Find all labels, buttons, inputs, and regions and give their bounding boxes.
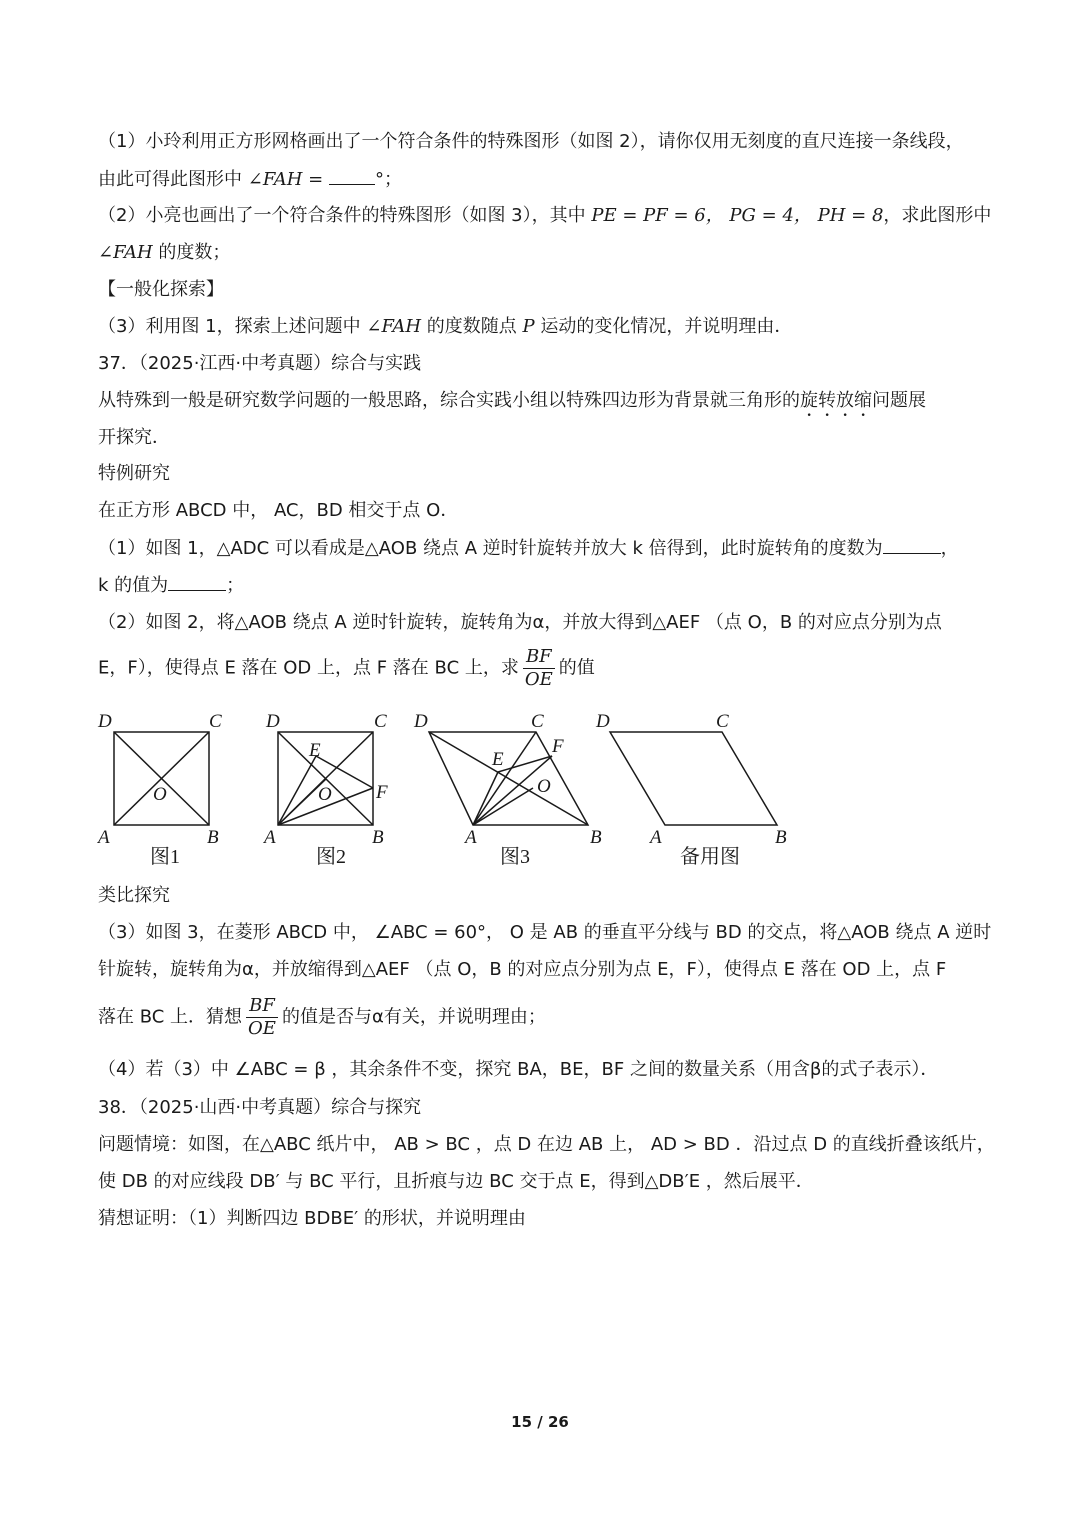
fraction-bf-oe: $\frac{BF}{OE}$ (524, 646, 553, 690)
fig3-label-e: E (492, 749, 504, 770)
fig1-label-d: D (98, 711, 112, 732)
q37-part3-line2: 针旋转，旋转角为α，并放缩得到△AEF （点 O，B 的对应点分别为点 E，F），使得点 E 落在 OD 上，点 F (98, 959, 947, 980)
fig1-caption: 图1 (150, 846, 180, 868)
answer-blank[interactable] (329, 168, 375, 185)
q36-heading: 【一般化探索】 (98, 279, 224, 300)
q37-part3-line3: 落在 BC 上．猜想 $\frac{BF}{OE}$ 的值是否与α有关，并说明理由； (98, 995, 546, 1039)
q37-section-analogy: 类比探究 (98, 885, 170, 906)
q36-part2-line2: ∠FAH 的度数； (98, 242, 231, 263)
fig4-caption: 备用图 (680, 846, 740, 868)
fig3-label-f: F (552, 736, 564, 757)
fig4-label-d: D (596, 711, 610, 732)
q37-section-special: 特例研究 (98, 463, 170, 484)
fig3-label-a: A (465, 827, 477, 848)
fig2-label-b: B (372, 827, 384, 848)
answer-blank[interactable] (168, 574, 226, 591)
q37-part1-line2: k 的值为 ； (98, 575, 245, 596)
fraction-bf-oe: $\frac{BF}{OE}$ (248, 995, 276, 1039)
q37-intro-line1: 从特殊到一般是研究数学问题的一般思路，综合实践小组以特殊四边形为背景就三角形的旋转放缩问题展 (98, 390, 926, 411)
fig2-label-f: F (376, 782, 388, 803)
figure-1 (114, 732, 209, 825)
fig3-label-o: O (537, 776, 551, 797)
q37-intro-line2: 开探究． (98, 427, 170, 448)
fig3-label-d: D (414, 711, 428, 732)
fig1-label-a: A (98, 827, 110, 848)
fig3-label-c: C (531, 711, 544, 732)
q36-part1-line1: （1）小玲利用正方形网格画出了一个符合条件的特殊图形（如图 2），请你仅用无刻度的直尺连接一条线段， (98, 131, 964, 152)
q37-part4: （4）若（3）中 ∠ABC = β ，其余条件不变，探究 BA，BE，BF 之间的数量关系（用含β的式子表示）． (98, 1059, 939, 1080)
answer-blank[interactable] (883, 537, 941, 554)
fig1-label-o: O (153, 784, 167, 805)
q37-part1-line1: （1）如图 1，△ADC 可以看成是△AOB 绕点 A 逆时针旋转并放大 k 倍得到，此时旋转角的度数为 ， (98, 538, 959, 559)
q36-part1-line2: 由此可得此图形中 ∠FAH = °； (98, 169, 402, 190)
q37-setup: 在正方形 ABCD 中， AC，BD 相交于点 O． (98, 500, 459, 521)
q38-title: 38．（2025·山西·中考真题）综合与探究 (98, 1097, 422, 1118)
q38-line1: 问题情境：如图，在△ABC 纸片中， AB > BC ，点 D 在边 AB 上， AD > BD ．沿过点 D 的直线折叠该纸片， (98, 1134, 995, 1155)
fig2-label-d: D (266, 711, 280, 732)
q38-line3: 猜想证明：（1）判断四边 BDBE′ 的形状，并说明理由 (98, 1208, 526, 1229)
q37-title: 37．（2025·江西·中考真题）综合与实践 (98, 353, 422, 374)
fig1-label-b: B (207, 827, 219, 848)
geometry-figures (90, 700, 810, 880)
q37-part2-line1: （2）如图 2，将△AOB 绕点 A 逆时针旋转，旋转角为α，并放大得到△AEF （点 O，B 的对应点分别为点 (98, 612, 942, 633)
figure-4 (610, 732, 777, 825)
figure-3 (429, 732, 588, 825)
fig1-label-c: C (209, 711, 222, 732)
fig2-label-c: C (374, 711, 387, 732)
fig4-label-a: A (650, 827, 662, 848)
fig3-label-b: B (590, 827, 602, 848)
fig2-label-e: E (309, 740, 321, 761)
fig4-label-b: B (775, 827, 787, 848)
fig3-caption: 图3 (500, 846, 530, 868)
fig2-caption: 图2 (316, 846, 346, 868)
fig4-label-c: C (716, 711, 729, 732)
page-number: 15 / 26 (511, 1413, 569, 1431)
q37-part2-line2: E，F），使得点 E 落在 OD 上，点 F 落在 BC 上，求 $\frac{BF}{OE}$ 的值 (98, 646, 595, 690)
q38-line2: 使 DB 的对应线段 DB′ 与 BC 平行，且折痕与边 BC 交于点 E，得到△DB′E ，然后展平． (98, 1171, 814, 1192)
q36-part3: （3）利用图 1，探索上述问题中 ∠FAH 的度数随点 P 运动的变化情况，并说明理由． (98, 316, 793, 337)
fig2-label-a: A (264, 827, 276, 848)
q37-part3-line1: （3）如图 3，在菱形 ABCD 中， ∠ABC = 60°， O 是 AB 的垂直平分线与 BD 的交点，将△AOB 绕点 A 逆时 (98, 922, 992, 943)
q36-part2-line1: （2）小亮也画出了一个符合条件的特殊图形（如图 3），其中 PE = PF = 6， PG = 4， PH = 8，求此图形中 (98, 205, 992, 226)
fig2-label-o: O (318, 784, 332, 805)
figure-2 (278, 732, 373, 825)
